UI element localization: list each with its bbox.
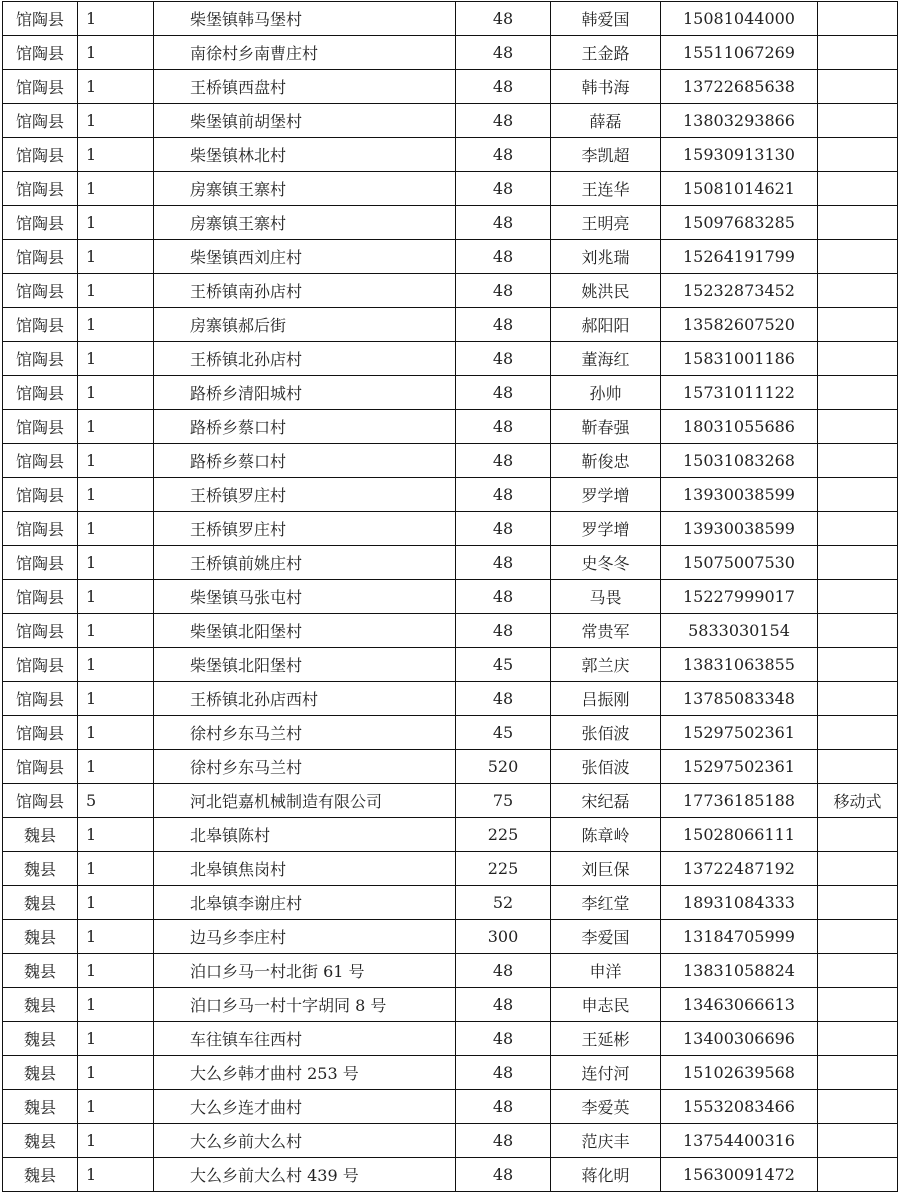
location-cell: 王桥镇西盘村 <box>154 70 456 104</box>
power-cell: 48 <box>456 1056 551 1090</box>
table-row <box>3 206 898 240</box>
county-cell: 馆陶县 <box>3 546 78 580</box>
table-row <box>3 954 898 988</box>
county-cell: 馆陶县 <box>3 376 78 410</box>
county-cell: 馆陶县 <box>3 750 78 784</box>
county-cell: 馆陶县 <box>3 342 78 376</box>
table-row <box>3 750 898 784</box>
county-cell: 魏县 <box>3 1056 78 1090</box>
contact-name-cell: 姚洪民 <box>551 274 661 308</box>
quantity-cell: 1 <box>78 342 154 376</box>
table-row <box>3 1124 898 1158</box>
county-cell: 魏县 <box>3 852 78 886</box>
county-cell: 魏县 <box>3 886 78 920</box>
county-cell: 魏县 <box>3 954 78 988</box>
power-cell: 48 <box>456 1022 551 1056</box>
table-row <box>3 580 898 614</box>
note-cell <box>818 614 898 648</box>
quantity-cell: 1 <box>78 70 154 104</box>
phone-cell: 18931084333 <box>661 886 818 920</box>
note-cell <box>818 886 898 920</box>
contact-name-cell: 薛磊 <box>551 104 661 138</box>
phone-cell: 15511067269 <box>661 36 818 70</box>
location-cell: 大么乡韩才曲村 253 号 <box>154 1056 456 1090</box>
quantity-cell: 1 <box>78 1022 154 1056</box>
power-cell: 225 <box>456 818 551 852</box>
power-cell: 48 <box>456 546 551 580</box>
quantity-cell: 1 <box>78 716 154 750</box>
location-cell: 徐村乡东马兰村 <box>154 750 456 784</box>
county-cell: 馆陶县 <box>3 478 78 512</box>
location-cell: 北皋镇李谢庄村 <box>154 886 456 920</box>
quantity-cell: 1 <box>78 1158 154 1192</box>
contact-name-cell: 陈章岭 <box>551 818 661 852</box>
note-cell <box>818 478 898 512</box>
contact-name-cell: 靳俊忠 <box>551 444 661 478</box>
table-row <box>3 70 898 104</box>
power-cell: 48 <box>456 614 551 648</box>
quantity-cell: 1 <box>78 546 154 580</box>
contact-name-cell: 靳春强 <box>551 410 661 444</box>
quantity-cell: 1 <box>78 614 154 648</box>
phone-cell: 15031083268 <box>661 444 818 478</box>
power-cell: 48 <box>456 104 551 138</box>
county-cell: 馆陶县 <box>3 580 78 614</box>
county-cell: 魏县 <box>3 1124 78 1158</box>
table-row <box>3 818 898 852</box>
note-cell <box>818 920 898 954</box>
county-cell: 馆陶县 <box>3 614 78 648</box>
note-cell <box>818 988 898 1022</box>
contact-name-cell: 罗学增 <box>551 512 661 546</box>
quantity-cell: 1 <box>78 988 154 1022</box>
power-cell: 520 <box>456 750 551 784</box>
quantity-cell: 1 <box>78 274 154 308</box>
phone-cell: 13184705999 <box>661 920 818 954</box>
quantity-cell: 1 <box>78 1124 154 1158</box>
location-cell: 徐村乡东马兰村 <box>154 716 456 750</box>
phone-cell: 15264191799 <box>661 240 818 274</box>
table-row <box>3 36 898 70</box>
contact-name-cell: 王金路 <box>551 36 661 70</box>
location-cell: 王桥镇北孙店西村 <box>154 682 456 716</box>
table-row <box>3 410 898 444</box>
power-cell: 48 <box>456 2 551 36</box>
power-cell: 45 <box>456 716 551 750</box>
location-cell: 柴堡镇前胡堡村 <box>154 104 456 138</box>
location-cell: 柴堡镇北阳堡村 <box>154 648 456 682</box>
county-cell: 馆陶县 <box>3 648 78 682</box>
note-cell <box>818 172 898 206</box>
table-row <box>3 648 898 682</box>
table-row <box>3 104 898 138</box>
phone-cell: 15081044000 <box>661 2 818 36</box>
contact-name-cell: 史冬冬 <box>551 546 661 580</box>
table-row <box>3 1056 898 1090</box>
county-cell: 馆陶县 <box>3 2 78 36</box>
phone-cell: 15102639568 <box>661 1056 818 1090</box>
note-cell <box>818 1124 898 1158</box>
location-cell: 南徐村乡南曹庄村 <box>154 36 456 70</box>
note-cell <box>818 648 898 682</box>
data-table <box>2 1 898 1192</box>
phone-cell: 15831001186 <box>661 342 818 376</box>
contact-name-cell: 申洋 <box>551 954 661 988</box>
contact-name-cell: 董海红 <box>551 342 661 376</box>
table-row <box>3 2 898 36</box>
note-cell <box>818 682 898 716</box>
contact-name-cell: 李凯超 <box>551 138 661 172</box>
note-cell <box>818 410 898 444</box>
contact-name-cell: 李爱英 <box>551 1090 661 1124</box>
power-cell: 48 <box>456 444 551 478</box>
location-cell: 柴堡镇韩马堡村 <box>154 2 456 36</box>
contact-name-cell: 刘巨保 <box>551 852 661 886</box>
phone-cell: 13831058824 <box>661 954 818 988</box>
note-cell: 移动式 <box>818 784 898 818</box>
phone-cell: 13803293866 <box>661 104 818 138</box>
table-row <box>3 342 898 376</box>
county-cell: 馆陶县 <box>3 172 78 206</box>
location-cell: 王桥镇前姚庄村 <box>154 546 456 580</box>
location-cell: 大么乡连才曲村 <box>154 1090 456 1124</box>
table-row <box>3 546 898 580</box>
note-cell <box>818 444 898 478</box>
power-cell: 48 <box>456 1158 551 1192</box>
county-cell: 魏县 <box>3 988 78 1022</box>
note-cell <box>818 376 898 410</box>
note-cell <box>818 716 898 750</box>
quantity-cell: 1 <box>78 512 154 546</box>
power-cell: 48 <box>456 410 551 444</box>
location-cell: 大么乡前大么村 439 号 <box>154 1158 456 1192</box>
quantity-cell: 1 <box>78 852 154 886</box>
county-cell: 馆陶县 <box>3 444 78 478</box>
contact-name-cell: 连付河 <box>551 1056 661 1090</box>
phone-cell: 15630091472 <box>661 1158 818 1192</box>
note-cell <box>818 546 898 580</box>
location-cell: 边马乡李庄村 <box>154 920 456 954</box>
location-cell: 北皋镇陈村 <box>154 818 456 852</box>
phone-cell: 15075007530 <box>661 546 818 580</box>
phone-cell: 13930038599 <box>661 512 818 546</box>
quantity-cell: 1 <box>78 818 154 852</box>
power-cell: 48 <box>456 36 551 70</box>
quantity-cell: 1 <box>78 648 154 682</box>
quantity-cell: 1 <box>78 138 154 172</box>
table-row <box>3 852 898 886</box>
contact-name-cell: 张佰波 <box>551 750 661 784</box>
county-cell: 馆陶县 <box>3 36 78 70</box>
table-row <box>3 240 898 274</box>
location-cell: 柴堡镇西刘庄村 <box>154 240 456 274</box>
note-cell <box>818 2 898 36</box>
contact-name-cell: 申志民 <box>551 988 661 1022</box>
county-cell: 魏县 <box>3 920 78 954</box>
location-cell: 路桥乡清阳城村 <box>154 376 456 410</box>
table-row <box>3 716 898 750</box>
quantity-cell: 1 <box>78 1056 154 1090</box>
table-row <box>3 172 898 206</box>
power-cell: 48 <box>456 682 551 716</box>
county-cell: 馆陶县 <box>3 784 78 818</box>
table-row <box>3 886 898 920</box>
quantity-cell: 1 <box>78 410 154 444</box>
table-row <box>3 920 898 954</box>
table-row <box>3 274 898 308</box>
contact-name-cell: 王连华 <box>551 172 661 206</box>
contact-name-cell: 韩书海 <box>551 70 661 104</box>
power-cell: 48 <box>456 274 551 308</box>
phone-cell: 15930913130 <box>661 138 818 172</box>
county-cell: 馆陶县 <box>3 716 78 750</box>
note-cell <box>818 206 898 240</box>
note-cell <box>818 1158 898 1192</box>
county-cell: 馆陶县 <box>3 70 78 104</box>
phone-cell: 15081014621 <box>661 172 818 206</box>
county-cell: 魏县 <box>3 1090 78 1124</box>
table-row <box>3 138 898 172</box>
phone-cell: 13930038599 <box>661 478 818 512</box>
quantity-cell: 1 <box>78 206 154 240</box>
table-row <box>3 614 898 648</box>
power-cell: 75 <box>456 784 551 818</box>
table-row <box>3 784 898 818</box>
location-cell: 泊口乡马一村十字胡同 8 号 <box>154 988 456 1022</box>
phone-cell: 13754400316 <box>661 1124 818 1158</box>
phone-cell: 13831063855 <box>661 648 818 682</box>
contact-name-cell: 常贵军 <box>551 614 661 648</box>
county-cell: 馆陶县 <box>3 274 78 308</box>
note-cell <box>818 70 898 104</box>
note-cell <box>818 308 898 342</box>
contact-name-cell: 蒋化明 <box>551 1158 661 1192</box>
location-cell: 北皋镇焦岗村 <box>154 852 456 886</box>
location-cell: 王桥镇罗庄村 <box>154 478 456 512</box>
county-cell: 馆陶县 <box>3 206 78 240</box>
county-cell: 魏县 <box>3 818 78 852</box>
power-cell: 48 <box>456 376 551 410</box>
phone-cell: 17736185188 <box>661 784 818 818</box>
contact-name-cell: 马畏 <box>551 580 661 614</box>
table-row <box>3 376 898 410</box>
quantity-cell: 1 <box>78 2 154 36</box>
power-cell: 48 <box>456 1090 551 1124</box>
power-cell: 48 <box>456 478 551 512</box>
note-cell <box>818 36 898 70</box>
table-row <box>3 682 898 716</box>
phone-cell: 13722685638 <box>661 70 818 104</box>
note-cell <box>818 1056 898 1090</box>
county-cell: 魏县 <box>3 1158 78 1192</box>
location-cell: 王桥镇南孙店村 <box>154 274 456 308</box>
note-cell <box>818 750 898 784</box>
quantity-cell: 1 <box>78 886 154 920</box>
quantity-cell: 1 <box>78 308 154 342</box>
power-cell: 52 <box>456 886 551 920</box>
location-cell: 柴堡镇林北村 <box>154 138 456 172</box>
table-row <box>3 1022 898 1056</box>
note-cell <box>818 138 898 172</box>
location-cell: 房寨镇王寨村 <box>154 206 456 240</box>
phone-cell: 15297502361 <box>661 750 818 784</box>
phone-cell: 5833030154 <box>661 614 818 648</box>
county-cell: 馆陶县 <box>3 410 78 444</box>
power-cell: 48 <box>456 954 551 988</box>
contact-name-cell: 韩爱国 <box>551 2 661 36</box>
note-cell <box>818 342 898 376</box>
note-cell <box>818 1090 898 1124</box>
phone-cell: 15532083466 <box>661 1090 818 1124</box>
location-cell: 泊口乡马一村北街 61 号 <box>154 954 456 988</box>
quantity-cell: 1 <box>78 172 154 206</box>
county-cell: 馆陶县 <box>3 138 78 172</box>
contact-name-cell: 刘兆瑞 <box>551 240 661 274</box>
quantity-cell: 1 <box>78 240 154 274</box>
power-cell: 48 <box>456 308 551 342</box>
contact-name-cell: 李爱国 <box>551 920 661 954</box>
contact-name-cell: 吕振刚 <box>551 682 661 716</box>
phone-cell: 15097683285 <box>661 206 818 240</box>
contact-name-cell: 孙帅 <box>551 376 661 410</box>
contact-name-cell: 王延彬 <box>551 1022 661 1056</box>
note-cell <box>818 852 898 886</box>
table-row <box>3 308 898 342</box>
county-cell: 馆陶县 <box>3 104 78 138</box>
phone-cell: 15028066111 <box>661 818 818 852</box>
quantity-cell: 1 <box>78 580 154 614</box>
power-cell: 45 <box>456 648 551 682</box>
note-cell <box>818 240 898 274</box>
power-cell: 48 <box>456 342 551 376</box>
contact-name-cell: 罗学增 <box>551 478 661 512</box>
table-row <box>3 988 898 1022</box>
contact-name-cell: 郝阳阳 <box>551 308 661 342</box>
location-cell: 路桥乡蔡口村 <box>154 410 456 444</box>
power-cell: 48 <box>456 240 551 274</box>
power-cell: 48 <box>456 1124 551 1158</box>
power-cell: 48 <box>456 512 551 546</box>
power-cell: 48 <box>456 138 551 172</box>
note-cell <box>818 580 898 614</box>
location-cell: 路桥乡蔡口村 <box>154 444 456 478</box>
location-cell: 河北铠嘉机械制造有限公司 <box>154 784 456 818</box>
power-cell: 48 <box>456 580 551 614</box>
phone-cell: 13722487192 <box>661 852 818 886</box>
county-cell: 馆陶县 <box>3 512 78 546</box>
note-cell <box>818 954 898 988</box>
phone-cell: 15227999017 <box>661 580 818 614</box>
phone-cell: 15297502361 <box>661 716 818 750</box>
phone-cell: 13785083348 <box>661 682 818 716</box>
quantity-cell: 1 <box>78 682 154 716</box>
quantity-cell: 1 <box>78 920 154 954</box>
quantity-cell: 5 <box>78 784 154 818</box>
table-row <box>3 478 898 512</box>
location-cell: 房寨镇王寨村 <box>154 172 456 206</box>
power-cell: 48 <box>456 172 551 206</box>
county-cell: 魏县 <box>3 1022 78 1056</box>
phone-cell: 13463066613 <box>661 988 818 1022</box>
table-row <box>3 1090 898 1124</box>
note-cell <box>818 274 898 308</box>
table-row <box>3 1158 898 1192</box>
phone-cell: 15731011122 <box>661 376 818 410</box>
phone-cell: 15232873452 <box>661 274 818 308</box>
note-cell <box>818 818 898 852</box>
contact-name-cell: 范庆丰 <box>551 1124 661 1158</box>
quantity-cell: 1 <box>78 376 154 410</box>
location-cell: 柴堡镇北阳堡村 <box>154 614 456 648</box>
note-cell <box>818 104 898 138</box>
contact-name-cell: 宋纪磊 <box>551 784 661 818</box>
quantity-cell: 1 <box>78 750 154 784</box>
location-cell: 柴堡镇马张屯村 <box>154 580 456 614</box>
location-cell: 王桥镇罗庄村 <box>154 512 456 546</box>
quantity-cell: 1 <box>78 954 154 988</box>
contact-name-cell: 王明亮 <box>551 206 661 240</box>
quantity-cell: 1 <box>78 478 154 512</box>
phone-cell: 18031055686 <box>661 410 818 444</box>
power-cell: 48 <box>456 988 551 1022</box>
location-cell: 房寨镇郝后街 <box>154 308 456 342</box>
table-row <box>3 512 898 546</box>
quantity-cell: 1 <box>78 1090 154 1124</box>
county-cell: 馆陶县 <box>3 308 78 342</box>
location-cell: 车往镇车往西村 <box>154 1022 456 1056</box>
power-cell: 300 <box>456 920 551 954</box>
phone-cell: 13582607520 <box>661 308 818 342</box>
note-cell <box>818 1022 898 1056</box>
contact-name-cell: 郭兰庆 <box>551 648 661 682</box>
county-cell: 馆陶县 <box>3 682 78 716</box>
location-cell: 大么乡前大么村 <box>154 1124 456 1158</box>
contact-name-cell: 张佰波 <box>551 716 661 750</box>
quantity-cell: 1 <box>78 444 154 478</box>
phone-cell: 13400306696 <box>661 1022 818 1056</box>
power-cell: 48 <box>456 206 551 240</box>
contact-name-cell: 李红堂 <box>551 886 661 920</box>
power-cell: 225 <box>456 852 551 886</box>
location-cell: 王桥镇北孙店村 <box>154 342 456 376</box>
quantity-cell: 1 <box>78 36 154 70</box>
power-cell: 48 <box>456 70 551 104</box>
note-cell <box>818 512 898 546</box>
table-row <box>3 444 898 478</box>
county-cell: 馆陶县 <box>3 240 78 274</box>
quantity-cell: 1 <box>78 104 154 138</box>
